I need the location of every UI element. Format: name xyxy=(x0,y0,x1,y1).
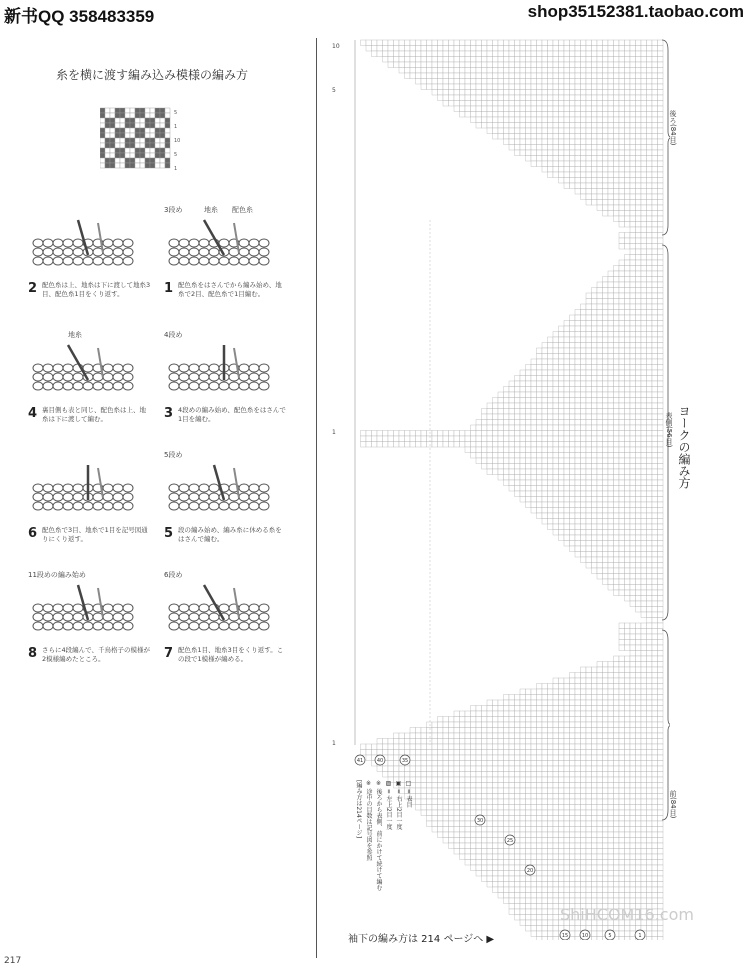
pattern-cell xyxy=(130,158,135,163)
pattern-cell xyxy=(155,153,160,158)
pattern-cell xyxy=(165,148,170,153)
legend-item: ▣ = 右上2目一度 xyxy=(395,780,402,830)
pattern-cell xyxy=(165,138,170,143)
pattern-cell xyxy=(125,133,130,138)
pattern-cell xyxy=(115,163,120,168)
pattern-cell xyxy=(140,118,145,123)
pattern-cell xyxy=(110,163,115,168)
pattern-cell xyxy=(155,123,160,128)
pattern-cell xyxy=(160,123,165,128)
pattern-cell xyxy=(155,108,160,113)
yarn-label: 地糸 xyxy=(68,331,82,339)
pattern-cell xyxy=(100,153,105,158)
pattern-cell xyxy=(155,138,160,143)
pattern-cell xyxy=(130,163,135,168)
chart-row-label: 5 xyxy=(174,152,178,158)
pattern-cell xyxy=(140,133,145,138)
pattern-cell xyxy=(150,108,155,113)
pattern-cell xyxy=(110,118,115,123)
step-number: 3 xyxy=(164,406,174,421)
pattern-cell xyxy=(120,128,125,133)
pattern-cell xyxy=(100,133,105,138)
step-row-label: 11段めの編み始め xyxy=(28,571,86,579)
small-pattern-chart xyxy=(100,104,180,176)
pattern-cell xyxy=(150,113,155,118)
pattern-cell xyxy=(160,133,165,138)
pattern-cell xyxy=(160,158,165,163)
pattern-cell xyxy=(125,148,130,153)
pattern-cell xyxy=(140,108,145,113)
pattern-cell xyxy=(125,153,130,158)
pattern-cell xyxy=(130,148,135,153)
pattern-cell xyxy=(140,138,145,143)
pattern-cell xyxy=(145,153,150,158)
pattern-cell xyxy=(105,158,110,163)
step-caption: 段の編み始め、編み糸に休める糸をはさんで編む。 xyxy=(178,526,282,543)
pattern-cell xyxy=(105,118,110,123)
circled-number xyxy=(525,865,535,875)
pattern-cell xyxy=(165,153,170,158)
pattern-cell xyxy=(100,118,105,123)
step-caption: 配色糸で3目、地糸で1目を記号図通りにくり返す。 xyxy=(42,526,148,543)
pattern-cell xyxy=(115,153,120,158)
step-number: 7 xyxy=(164,646,174,661)
circled-number xyxy=(475,815,485,825)
pattern-cell xyxy=(120,113,125,118)
step-illustration xyxy=(28,460,148,520)
pattern-cell xyxy=(140,153,145,158)
step-caption: 配色糸をはさんでから編み始め、地糸で2目、配色糸で1目編む。 xyxy=(178,281,282,298)
pattern-cell xyxy=(110,143,115,148)
pattern-cell xyxy=(135,153,140,158)
step-caption: さらに4段編んで、千鳥格子の模様が2模様編めたところ。 xyxy=(42,646,151,663)
pattern-cell xyxy=(150,138,155,143)
pattern-cell xyxy=(115,138,120,143)
chart-row-label: 1 xyxy=(174,124,178,130)
row-marker: 5 xyxy=(332,87,336,94)
chart-row-label: 10 xyxy=(174,138,180,144)
pattern-cell xyxy=(135,138,140,143)
step-caption: 配色糸は上、地糸は下に渡して地糸3目、配色糸1目をくり返す。 xyxy=(42,281,151,298)
legend-item: [編み方は214ページ] xyxy=(355,780,362,839)
pattern-cell xyxy=(140,163,145,168)
pattern-cell xyxy=(125,138,130,143)
step-caption: 配色糸1目、地糸3目をくり返す。この段で1模様が編める。 xyxy=(178,646,284,663)
pattern-cell xyxy=(120,163,125,168)
pattern-cell xyxy=(130,133,135,138)
pattern-cell xyxy=(145,138,150,143)
legend xyxy=(352,780,412,900)
pattern-cell xyxy=(160,128,165,133)
chart-row-label: 1 xyxy=(174,166,178,172)
pattern-cell xyxy=(140,158,145,163)
pattern-cell xyxy=(105,148,110,153)
legend-item: □ = 表目 xyxy=(405,780,412,808)
yarn-label: 地糸 xyxy=(204,206,218,214)
pattern-cell xyxy=(100,128,105,133)
pattern-cell xyxy=(135,163,140,168)
step-illustration xyxy=(164,215,284,275)
pattern-cell xyxy=(105,138,110,143)
pattern-cell xyxy=(100,148,105,153)
pattern-cell xyxy=(165,163,170,168)
pattern-cell xyxy=(135,108,140,113)
pattern-cell xyxy=(115,143,120,148)
pattern-cell xyxy=(100,113,105,118)
pattern-cell xyxy=(160,118,165,123)
legend-item: ※ 途中の目数は記号図を参照 xyxy=(365,780,372,861)
step-1 xyxy=(164,206,284,315)
yoke-sub: 表側(56目) xyxy=(665,412,673,448)
pattern-cell xyxy=(135,133,140,138)
pattern-cell xyxy=(130,138,135,143)
step-2 xyxy=(28,215,151,315)
circled-number xyxy=(560,930,570,940)
step-number: 1 xyxy=(164,281,174,296)
row-marker: 1 xyxy=(332,429,336,436)
pattern-cell xyxy=(125,143,130,148)
pattern-cell xyxy=(165,133,170,138)
page-number: 217 xyxy=(4,956,22,966)
pattern-cell xyxy=(135,123,140,128)
pattern-cell xyxy=(130,123,135,128)
pattern-cell xyxy=(140,123,145,128)
pattern-cell xyxy=(160,153,165,158)
pattern-cell xyxy=(155,113,160,118)
pattern-cell xyxy=(125,128,130,133)
pattern-cell xyxy=(165,158,170,163)
step-row-label: 4段め xyxy=(164,331,183,339)
pattern-cell xyxy=(125,118,130,123)
step-illustration xyxy=(28,215,148,275)
step-number: 5 xyxy=(164,526,174,541)
yoke-title: ヨークの編み方 xyxy=(677,405,691,489)
pattern-cell xyxy=(155,128,160,133)
pattern-cell xyxy=(115,148,120,153)
pattern-cell xyxy=(130,108,135,113)
pattern-cell xyxy=(115,118,120,123)
step-4 xyxy=(28,331,148,440)
pattern-cell xyxy=(130,153,135,158)
pattern-cell xyxy=(110,148,115,153)
pattern-cell xyxy=(160,138,165,143)
pattern-cell xyxy=(155,163,160,168)
circled-number xyxy=(635,930,645,940)
pattern-cell xyxy=(100,123,105,128)
step-7 xyxy=(164,571,284,680)
pattern-cell xyxy=(100,143,105,148)
row-marker: 1 xyxy=(332,740,336,747)
pattern-cell xyxy=(120,108,125,113)
pattern-cell xyxy=(115,158,120,163)
pattern-cell xyxy=(140,143,145,148)
pattern-cell xyxy=(130,118,135,123)
pattern-cell xyxy=(145,128,150,133)
site-watermark: ShiHCOM16.com xyxy=(560,905,694,924)
legend-item: ▨ = 左上2目一度 xyxy=(385,780,392,830)
pattern-cell xyxy=(110,108,115,113)
step-number: 4 xyxy=(28,406,38,421)
row-marker: 10 xyxy=(332,43,340,50)
pattern-cell xyxy=(145,158,150,163)
pattern-cell xyxy=(145,108,150,113)
circled-number xyxy=(355,755,365,765)
pattern-cell xyxy=(150,143,155,148)
circled-number xyxy=(375,755,385,765)
pattern-cell xyxy=(125,158,130,163)
step-illustration xyxy=(28,580,148,640)
pattern-cell xyxy=(145,113,150,118)
left-page-title: 糸を横に渡す編み込み模様の編み方 xyxy=(56,68,249,82)
pattern-cell xyxy=(105,123,110,128)
pattern-cell xyxy=(140,148,145,153)
circled-number xyxy=(505,835,515,845)
pattern-cell xyxy=(110,158,115,163)
pattern-cell xyxy=(165,123,170,128)
pattern-cell xyxy=(120,138,125,143)
pattern-cell xyxy=(155,143,160,148)
pattern-cell xyxy=(120,143,125,148)
step-8 xyxy=(28,571,151,680)
step-row-label: 3段め xyxy=(164,206,183,214)
pattern-cell xyxy=(130,113,135,118)
footer-note: 袖下の編み方は 214 ページへ ▶ xyxy=(348,934,495,945)
step-row-label: 6段め xyxy=(164,571,183,579)
pattern-cell xyxy=(135,158,140,163)
pattern-cell xyxy=(100,163,105,168)
pattern-cell xyxy=(105,143,110,148)
pattern-cell xyxy=(110,133,115,138)
pattern-cell xyxy=(160,163,165,168)
circled-number xyxy=(400,755,410,765)
pattern-cell xyxy=(165,113,170,118)
pattern-cell xyxy=(130,143,135,148)
pattern-cell xyxy=(100,158,105,163)
pattern-cell xyxy=(145,118,150,123)
pattern-cell xyxy=(115,113,120,118)
pattern-cell xyxy=(135,128,140,133)
pattern-cell xyxy=(100,138,105,143)
pattern-cell xyxy=(115,123,120,128)
center-divider xyxy=(316,38,317,958)
pattern-cell xyxy=(110,128,115,133)
pattern-cell xyxy=(110,113,115,118)
pattern-cell xyxy=(105,163,110,168)
pattern-cell xyxy=(150,128,155,133)
pattern-cell xyxy=(115,133,120,138)
pattern-cell xyxy=(150,163,155,168)
pattern-cell xyxy=(105,113,110,118)
pattern-cell xyxy=(145,143,150,148)
pattern-cell xyxy=(155,148,160,153)
step-illustration xyxy=(164,460,284,520)
pattern-cell xyxy=(165,108,170,113)
pattern-cell xyxy=(120,118,125,123)
step-number: 2 xyxy=(28,281,38,296)
pattern-cell xyxy=(130,128,135,133)
step-number: 8 xyxy=(28,646,38,661)
pattern-cell xyxy=(105,153,110,158)
pattern-cell xyxy=(165,118,170,123)
pattern-cell xyxy=(160,108,165,113)
pattern-cell xyxy=(120,153,125,158)
pattern-cell xyxy=(100,108,105,113)
pattern-cell xyxy=(125,113,130,118)
pattern-cell xyxy=(155,118,160,123)
pattern-cell xyxy=(125,123,130,128)
pattern-cell xyxy=(150,118,155,123)
front-label: 前(84目) xyxy=(669,790,677,819)
pattern-cell xyxy=(145,123,150,128)
pattern-cell xyxy=(135,113,140,118)
pattern-cell xyxy=(165,128,170,133)
step-6 xyxy=(28,460,148,560)
legend-item: ※ 後ろから表側、前にかけて続けて編む xyxy=(375,780,382,891)
step-caption: 裏目側も表と同じ、配色糸は上、地糸は下に渡して編む。 xyxy=(42,406,146,423)
pattern-cell xyxy=(135,143,140,148)
pattern-cell xyxy=(110,138,115,143)
step-illustration xyxy=(164,580,284,640)
pattern-cell xyxy=(105,133,110,138)
step-3 xyxy=(164,331,286,440)
pattern-cell xyxy=(160,148,165,153)
step-caption: 4段めの編み始め、配色糸をはさんで1目を編む。 xyxy=(178,406,286,423)
pattern-cell xyxy=(145,148,150,153)
circled-number xyxy=(580,930,590,940)
pattern-cell xyxy=(150,148,155,153)
step-number: 6 xyxy=(28,526,38,541)
pattern-cell xyxy=(120,158,125,163)
pattern-cell xyxy=(150,133,155,138)
pattern-cell xyxy=(120,148,125,153)
pattern-cell xyxy=(105,128,110,133)
step-illustration xyxy=(28,340,148,400)
pattern-cell xyxy=(155,133,160,138)
step-row-label: 5段め xyxy=(164,451,183,459)
pattern-cell xyxy=(140,113,145,118)
pattern-cell xyxy=(110,153,115,158)
pattern-cell xyxy=(155,158,160,163)
pattern-cell xyxy=(145,133,150,138)
back-label: 後ろ(84目) xyxy=(669,110,677,146)
pattern-cell xyxy=(165,143,170,148)
pattern-cell xyxy=(160,143,165,148)
step-illustration xyxy=(164,340,284,400)
pattern-cell xyxy=(120,133,125,138)
chart-row-label: 5 xyxy=(174,110,178,116)
pattern-cell xyxy=(115,108,120,113)
pattern-cell xyxy=(115,128,120,133)
pattern-cell xyxy=(150,158,155,163)
pattern-cell xyxy=(120,123,125,128)
pattern-cell xyxy=(140,128,145,133)
step-5 xyxy=(164,451,284,560)
pattern-cell xyxy=(150,153,155,158)
pattern-cell xyxy=(135,148,140,153)
pattern-cell xyxy=(105,108,110,113)
pattern-cell xyxy=(135,118,140,123)
watermark-right: shop35152381.taobao.com xyxy=(527,2,744,21)
pattern-cell xyxy=(125,108,130,113)
circled-number xyxy=(605,930,615,940)
pattern-cell xyxy=(150,123,155,128)
pattern-cell xyxy=(145,163,150,168)
pattern-cell xyxy=(110,123,115,128)
pattern-cell xyxy=(125,163,130,168)
pattern-cell xyxy=(160,113,165,118)
yarn-label: 配色糸 xyxy=(232,206,253,214)
watermark-left: 新书QQ 358483359 xyxy=(4,7,155,26)
